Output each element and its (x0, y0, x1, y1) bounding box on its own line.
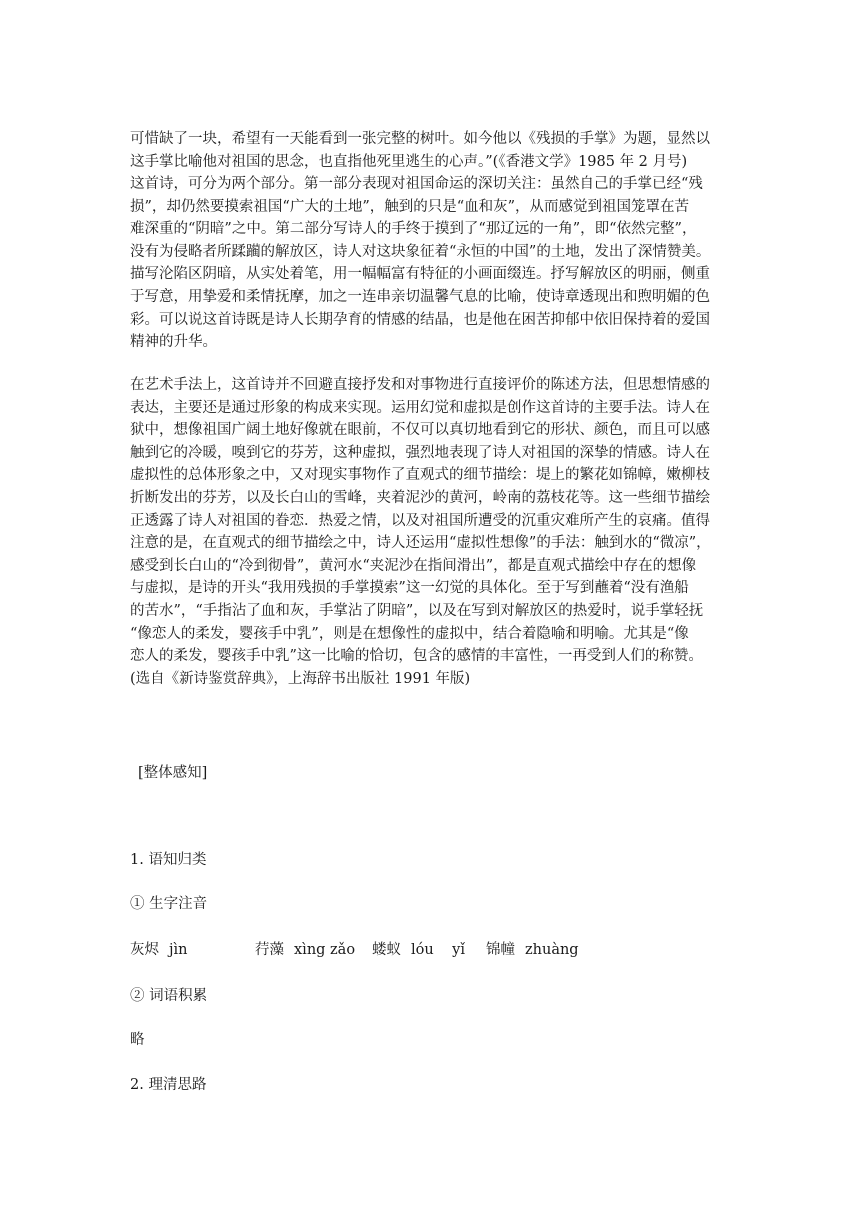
vocab-item (255, 940, 355, 960)
text-line: “像恋人的柔发，婴孩手中乳”，则是在想像性的虚拟中，结合着隐喻和明喻。尤其是“像 (130, 625, 689, 642)
text-line: 在艺术手法上，这首诗并不回避直接抒发和对事物进行直接评价的陈述方法，但思想情感的 (130, 377, 710, 393)
text-line: 表达，主要还是通过形象的构成来实现。运用幻觉和虚拟是创作这首诗的主要手法。诗人在 (130, 399, 710, 416)
text-line: 于写意，用挚爱和柔情抚摩，加之一连串亲切温馨气息的比喻，使诗章透现出和煦明媚的色 (130, 288, 710, 305)
text-line: 恋人的柔发，婴孩手中乳”这一比喻的恰切，包含的感情的丰富性，一再受到人们的称赞。 (130, 648, 703, 665)
text-line: 精神的升华。 (130, 334, 217, 351)
vocab-word: 锦幢 (486, 942, 515, 958)
text-line: 与虚拟，是诗的开头“我用残损的手掌摸索”这一幻觉的具体化。至于写到蘸着“没有渔船 (130, 580, 689, 597)
text-line: 这手掌比喻他对祖国的思念，也直指他死里逃生的心声。”(《香港文学》1985 年 2 月号) (130, 153, 688, 170)
text-line: 触到它的冷暖，嗅到它的芬芳，这种虚拟，强烈地表现了诗人对祖国的深挚的情感。诗人在 (130, 444, 710, 461)
text-line: 折断发出的芬芳，以及长白山的雪峰，夹着泥沙的黄河，岭南的荔枝花等。这一些细节描绘 (130, 489, 710, 506)
text-line: 注意的是，在直观式的细节描绘之中，诗人还运用“虚拟性想像”的手法：触到水的“微凉”， (130, 535, 711, 552)
text-line: 狱中，想像祖国广阔土地好像就在眼前，不仅可以真切地看到它的形状、颜色，而且可以感 (130, 422, 710, 439)
vocab-word: 灰烬 (130, 942, 159, 958)
vocab-word: 荇藻 (255, 942, 284, 958)
vocab-pinyin: xìng zǎo (294, 942, 356, 958)
paragraph-1 (130, 128, 712, 173)
text-line: (选自《新诗鉴赏辞典》，上海辞书出版社 1991 年版) (130, 670, 471, 687)
paragraph-2 (130, 173, 712, 354)
vocab-word: 蝼蚁 (372, 942, 401, 958)
item2-heading: 2. 理清思路 (130, 1077, 207, 1093)
text-line: 可惜缺了一块，希望有一天能看到一张完整的树叶。如今他以《残损的手掌》为题，显然以 (130, 131, 710, 147)
text-line: 彩。可以说这首诗既是诗人长期孕育的情感的结晶，也是他在困苦抑郁中依旧保持着的爱国 (130, 311, 710, 328)
vocab-item (130, 940, 187, 960)
text-line: 这首诗，可分为两个部分。第一部分表现对祖国命运的深切关注：虽然自己的手掌已经“残 (130, 176, 703, 192)
vocab-item (372, 940, 465, 960)
vocab-pinyin: jìn (169, 942, 188, 958)
text-line: 感受到长白山的“冷到彻骨”，黄河水“夹泥沙在指间滑出”，都是直观式描绘中存在的想像 (130, 557, 697, 574)
item1-heading: 1. 语知归类 (130, 852, 207, 868)
vocab-item (486, 940, 579, 960)
text-line: 虚拟性的总体形象之中，又对现实事物作了直观式的细节描绘：堤上的繁花如锦幛，嫩柳枝 (130, 467, 710, 484)
text-line: 正透露了诗人对祖国的眷恋．热爱之情，以及对祖国所遭受的沉重灾难所产生的哀痛。值得 (130, 512, 710, 529)
sub2-heading: ② 词语积累 (130, 988, 208, 1004)
vocab-pinyin: zhuàng (525, 942, 579, 958)
sub1-heading: ① 生字注音 (130, 896, 208, 912)
paragraph-3 (130, 374, 712, 690)
text-line: 没有为侵略者所蹂躏的解放区，诗人对这块象征着“永恒的中国”的土地，发出了深情赞美。 (130, 243, 711, 260)
section-heading: [整体感知] (138, 765, 208, 781)
text-line: 损”，却仍然要摸索祖国“广大的土地”，触到的只是“血和灰”，从而感觉到祖国笼罩在苦 (130, 198, 690, 215)
text-line: 描写沦陷区阴暗，从实处着笔，用一幅幅富有特征的小画面缀连。抒写解放区的明丽，侧重 (130, 266, 710, 283)
vocab-pinyin: lóu yǐ (411, 942, 465, 958)
sub2-body: 略 (130, 1032, 145, 1048)
text-line: 难深重的“阴暗”之中。第二部分写诗人的手终于摸到了“那辽远的一角”，即“依然完整”， (130, 221, 697, 238)
text-line: 的苦水”，“手指沾了血和灰，手掌沾了阴暗”，以及在写到对解放区的热爱时，说手掌轻抚 (130, 602, 704, 619)
